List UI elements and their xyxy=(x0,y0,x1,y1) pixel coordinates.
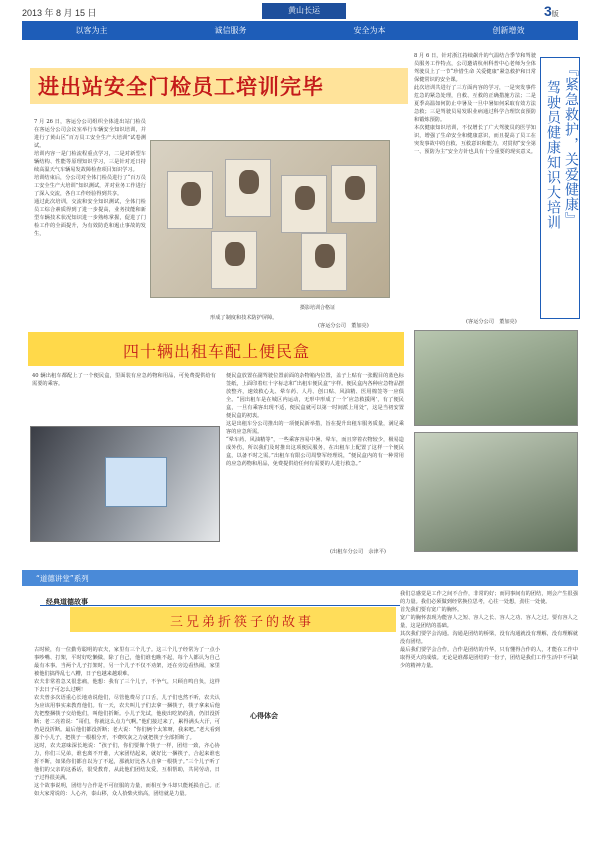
article1-title: 进出站安全门检员工培训完毕 xyxy=(38,75,324,99)
series-bar xyxy=(22,570,578,586)
article2-byline: (出租车分公司 余津平) xyxy=(330,549,386,555)
story-title-banner xyxy=(70,607,396,632)
newspaper-logo: 黄山长运 xyxy=(262,3,346,19)
slogan-2: 诚信服务 xyxy=(214,26,247,35)
article2-title: 四十辆出租车配上便民盒 xyxy=(123,342,311,361)
lecture-photo-2 xyxy=(414,432,578,552)
article2-body: 便民盒放置在副驾驶位置前面的杂物箱内位置，盖子上贴有一张醒目的蓝色标签纸，上面印着红十字标志和“出租车便民盒”字样。便民盒内各种应急物品摆放整齐，速效救心丸、晕车药、人丹、创口贴、风油精、医用棉签等一应俱全。“因出租车是在城区内运动，无形中形成了一个‘应急救援网’，有了便民盒，一旦有乘客出现不适，便民盒就可以第一时间派上用处”，这是当初安置便民盒的初衷。 这是出租车分公司推出的一项便民新举措，旨在提升出租车服务质量，满足乘客的应急所需。 “晕车药、风油精等”，一些乘客容易中暑、晕车，而且穿着衣物较少，极易造成外伤，所以我们及时推出这项便民服务，在出租车上配置了这样一个便民盒，以备不时之需。”出租车有限公司周黎军经理说，“便民盒内的有一种常用的应急药物和用品，免费提供给任何有需要的人进行救急。” xyxy=(226,373,404,467)
health-article-byline: (客运分公司 董加亮) xyxy=(466,319,517,325)
health-article-title-box xyxy=(540,57,580,319)
health-article-body: 8 月 6 日，针对浙江持续飙升的气温结合季节和驾驶员服务工作特点，公司邀请杭州科普中心老师为全体驾驶员上了一节“珍惜生命 关爱健康”紧急救护和日常保健常识的安全课。 此次培训共进行了三方面内容的学习，一是突发事件危急的紧急处理，自救、互救的正确措施方法；二是夏季高温如何防止中暑及一旦中暑如何采取有效方法急救；三是驾驶员易发职业病通过科学合理饮食预防和锻炼预防。 本次健康知识培训，不仅增长了广大驾驶员的医学知识，增强了生命安全和健康意识，而且提高了员工在突发事故中的自救、互救意识和能力，对贯彻“安全第一、预防为主”安全方针也具有十分重要的现实意义。 xyxy=(414,53,536,155)
training-certificates-photo xyxy=(150,140,390,298)
article1-title-banner xyxy=(30,68,408,104)
article2-intro: 40 辆出租车都配上了一个便民盒，里面装有应急药物和用品，可免费提供给有需要的乘客。 xyxy=(32,373,216,387)
story-body: 古时候，有一位勤劳聪明的农夫，家里有三个儿子。这三个儿子经常为了一点小事吵嘴、打架，平时好吃懒做，除了自己，他们谁也瞧不起，每个人都认为自己最有本事。当两个儿子打架时，另一个儿子不仅不劝架，还在旁边看热闹，家里被他们搞得乱七八糟，日子也越来越艰难。 农夫非常着急又很悲痛，他想：我有了三个儿子，不争气，只顾自鸣自负，这样下去日子可怎么过啊！ 农夫曾多次语重心长地劝说他们，尽管他费尽了口舌，儿子们也然不听，农夫认为应该用事实来教育他们。有一天，农夫叫儿子们去拿一捆筷子，筷子拿来后他先把整捆筷子交给他们，叫他们折断。小儿子先试，他使出吃奶的劲，仍旧没折断；老二亮着说：“哥们，你就这么点力气啊。”他们接过来了，累得满头大汗，可仍是没折断。最后他们都没折断；老大说：“你们俩个太笨呀，我来吧。”老大看到那个小儿子，把筷子一根根分开，不费吹灰之力就把筷子全部折断了。 这时，农夫意味深长地说：“孩子们，你们要像个筷子一样，团结一致，齐心协力，你们三兄弟，谁也离不开谁，大家团结起来，就好比一捆筷子，合起来谁也折不断，如果你们都自以为了不起，那就好比各人自拿一根筷子。”三个儿子听了他们的父亲的这番话，很受教育，从此他们团结友爱，互相帮助，共同劳动，日子过得很美满。 这个故事说明，团结与合作是不可征服的力量，而相互争斗却只能耗损自己。正如大家常说的：人心齐，泰山移，众人拾柴火焰高，团结就是力量。 xyxy=(34,647,220,797)
slogan-bar xyxy=(22,21,578,40)
article2-title-banner xyxy=(28,332,404,366)
lecture-photo-1 xyxy=(414,330,578,426)
reflection-title: 心得体会 xyxy=(250,711,278,720)
series-label: “道德讲堂”系列 xyxy=(36,574,89,583)
issue-date: 2013 年 8 月 15 日 xyxy=(22,8,97,18)
article1-tail: 形成了制度和技术防护屏障。 xyxy=(210,315,278,321)
taxi-convenience-box-photo xyxy=(30,426,220,542)
slogan-4: 创新增效 xyxy=(492,26,525,35)
reflection-body: 我们总感觉是工作之间不合作，非常的好；而同事间有的团结，则会产生很强的力量。我们必须做到经常换位思考，心往一处想，劲往一处使。 首先我们要有宽广的胸怀。 宽广的胸怀表现为能容人之短、容人之长、容人之功、容人之过。要有容人之量，这是团结的基础。 其次我们要学会沟通。沟通是团结的桥梁，没有沟通就没有理解，没有理解就没有团结。 最后我们要学会合作。合作是团结的升华，只有懂得合作的人，才能在工作中取得更大的成绩。无论是谁都是团结的一份子，团结是我们工作生活中不可缺少的精神力量。 xyxy=(400,591,578,669)
page-number: 3版 xyxy=(544,3,559,19)
divider xyxy=(40,605,400,606)
health-title-line2: 驾驶员健康知识大培训 xyxy=(545,80,561,230)
health-title-line1: 『紧急救护，关爱健康』 xyxy=(563,62,579,227)
story-title: 三兄弟折筷子的故事 xyxy=(170,615,315,630)
article1-byline: (客运分公司 董加亮) xyxy=(318,323,369,329)
photo-caption: 摄影培训合格证 xyxy=(300,305,336,311)
slogan-3: 安全为本 xyxy=(353,26,386,35)
article1-body: 7 月 26 日，客运分公司组织全体进出站门检员在客运分公司会议室举行车辆安全知识培训，并进行了黄山区“百万员工安全生产大培训”试卷测试。 培训内容一是门检流程重点学习，二是对新型车辆结构、性能等原理知识学习，三是针对近日持续高温天气车辆易发故障检查项目知识学习。 培训结束后，分公司对全体门检员进行了“百万员工安全生产大培训”知识测试，并对业务工作进行了深入交流，各自工作经验得到共享。 通过此次培训，交流和安全知识测试，全体门检员工综合素质得到了进一步提高，业务技能和新型车辆技术状况知识进一步熟练掌握，促进了门检工作的全面提升，为有效防范和遏止事故的发生， xyxy=(34,119,146,237)
slogan-1: 以客为主 xyxy=(75,26,108,35)
story-heading: 经典道德故事 xyxy=(46,597,88,606)
